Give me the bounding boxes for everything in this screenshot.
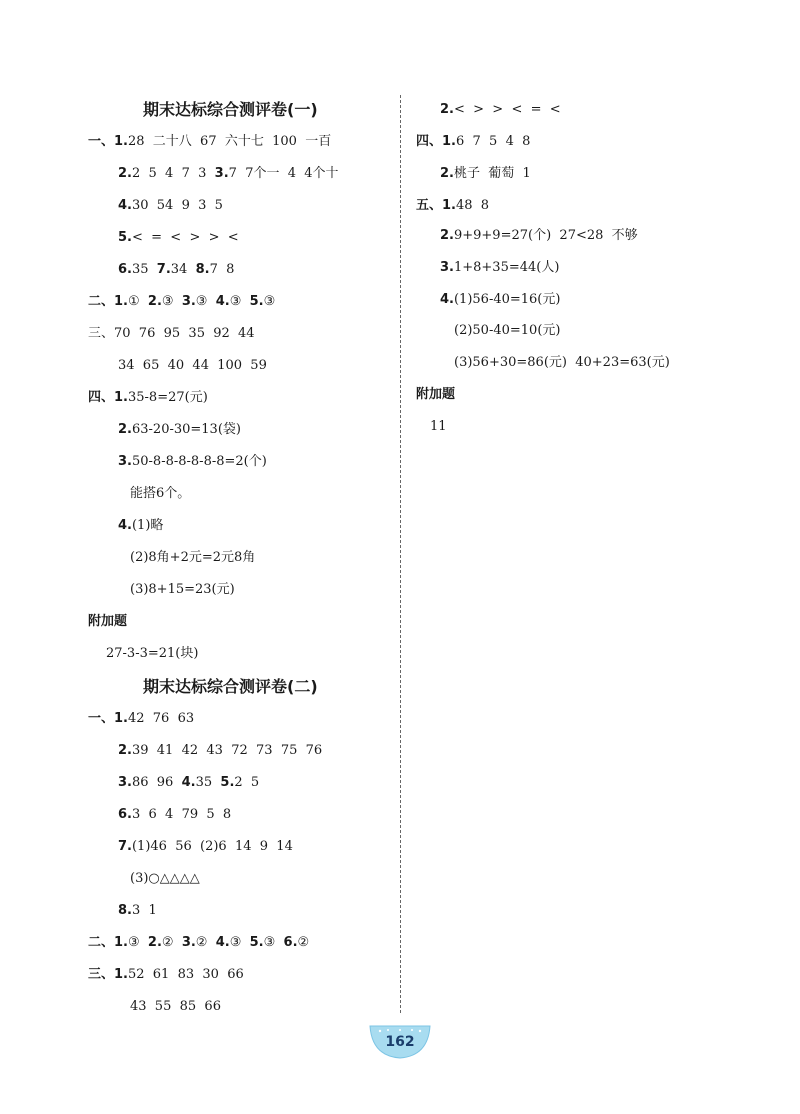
answer-text: ③ [127,935,148,950]
question-number: 2. [118,422,132,437]
question-number: 6. [118,262,132,277]
answer-text: 3 1 [131,903,157,918]
answer-row [118,198,223,214]
question-number: 5. [118,230,132,245]
answer-row [88,390,208,406]
question-number: 5. [220,775,235,790]
answer-text: 28 二十八 67 六十七 100 一百 [127,134,332,149]
answer-row [118,230,239,246]
question-number: 2. [440,228,454,243]
answer-row [118,422,241,438]
answer-row [118,454,267,470]
question-number: 3. [118,454,132,469]
answer-text: 30 54 9 3 5 [131,198,223,213]
question-number: 四、1. [88,390,128,405]
answer-text: 9+9+9=27(个) 27<28 不够 [453,228,638,243]
answer-text: ③ [263,935,284,950]
answer-text: 6 7 5 4 8 [455,134,531,149]
page-number-badge [368,1022,432,1060]
answer-text: (1)56-40=16(元) [453,292,561,307]
answer-text: ② [195,935,216,950]
answer-row [440,292,560,308]
question-number: 五、1. [416,198,456,213]
answer-row: (3)56+30=86(元) 40+23=63(元) [454,355,670,370]
question-number: 4. [181,775,196,790]
question-number: 6. [118,807,132,822]
question-number: 7. [156,262,171,277]
question-number: 2. [147,294,162,309]
question-number: 一、1. [88,711,128,726]
question-number: 4. [440,292,454,307]
question-number: 三、1. [88,967,128,982]
page-number: 162 [385,1034,415,1050]
answer-text: ③ [263,294,276,309]
answer-row [416,134,530,150]
question-number: 2. [118,166,132,181]
answer-text: 2 5 [234,775,260,790]
answer-text: 52 61 83 30 66 [127,967,244,982]
answer-text: 35 [131,262,157,277]
question-number: 3. [118,775,132,790]
question-number: 4. [215,935,230,950]
answer-text: ③ [229,294,250,309]
question-number: 8. [195,262,210,277]
question-number: 5. [249,294,264,309]
answer-row [88,935,309,951]
question-number: 一、1. [88,134,128,149]
answer-row: 11 [430,419,447,434]
answer-text: ① [127,294,148,309]
answer-text: < > > < = < [453,102,561,117]
answer-row [88,294,275,310]
answer-text: 3 6 4 79 5 8 [131,807,232,822]
question-number: 3. [181,294,196,309]
answer-text: 86 96 [131,775,182,790]
column-divider [400,95,401,1013]
answer-row [440,260,559,276]
question-number: 3. [440,260,454,275]
answer-row: 43 55 85 66 [130,999,221,1014]
answer-row [416,198,489,214]
answer-row [118,775,259,791]
question-number: 二、1. [88,935,128,950]
answer-row [118,262,234,278]
question-number: 5. [249,935,264,950]
answer-text: ③ [229,935,250,950]
question-number: 四、1. [416,134,456,149]
answer-text: ② [297,935,310,950]
test1-title: 期末达标综合测评卷(一) [143,100,318,119]
answer-row [118,807,231,823]
answer-row [88,967,244,983]
answer-text: 1+8+35=44(人) [453,260,560,275]
extra-question-heading: 附加题 [416,387,456,402]
answer-row: (3)○△△△△ [130,871,200,886]
question-number: 2. [147,935,162,950]
question-number: 3. [181,935,196,950]
answer-text: 50-8-8-8-8-8-8=2(个) [131,454,267,469]
question-number: 2. [440,102,454,117]
answer-row: (3)8+15=23(元) [130,582,235,597]
question-number: 4. [118,198,132,213]
answer-row [118,166,339,182]
answer-row: 27-3-3=21(块) [106,646,199,661]
answer-row: (2)50-40=10(元) [454,323,561,338]
answer-text: 7 8 [209,262,235,277]
answer-text: ② [161,935,182,950]
question-number: 4. [215,294,230,309]
answer-text: ③ [195,294,216,309]
question-number: 二、1. [88,294,128,309]
answer-row: 三、70 76 95 35 92 44 [88,326,255,341]
answer-row [118,518,163,534]
answer-row: 能搭6个。 [130,486,191,501]
answer-row [440,166,531,182]
question-number: 7. [118,839,132,854]
question-number: 6. [283,935,298,950]
answer-text: 34 [170,262,196,277]
answer-text: 7 7个一 4 4个十 [228,166,339,181]
question-number: 3. [214,166,229,181]
answer-text: 2 5 4 7 3 [131,166,215,181]
answer-text: (1)46 56 (2)6 14 9 14 [131,839,293,854]
answer-row [118,743,322,759]
question-number: 2. [118,743,132,758]
answer-row [118,903,157,919]
question-number: 4. [118,518,132,533]
answer-text: 35 [195,775,221,790]
answer-row [88,134,331,150]
answer-text: < = < > > < [131,230,239,245]
test2-title: 期末达标综合测评卷(二) [143,677,318,696]
answer-row: (2)8角+2元=2元8角 [130,550,256,565]
answer-text: 39 41 42 43 72 73 75 76 [131,743,323,758]
answer-row [440,228,638,244]
answer-row: 34 65 40 44 100 59 [118,358,267,373]
question-number: 8. [118,903,132,918]
answer-text: (1)略 [131,518,164,533]
extra-question-heading: 附加题 [88,614,128,629]
answer-text: 63-20-30=13(袋) [131,422,241,437]
answer-row [88,711,194,727]
answer-text: ③ [161,294,182,309]
answer-row [118,839,293,855]
answer-text: 42 76 63 [127,711,195,726]
answer-text: 桃子 葡萄 1 [453,166,531,181]
answer-row [440,102,561,118]
answer-text: 48 8 [455,198,490,213]
answer-text: 35-8=27(元) [127,390,208,405]
question-number: 2. [440,166,454,181]
